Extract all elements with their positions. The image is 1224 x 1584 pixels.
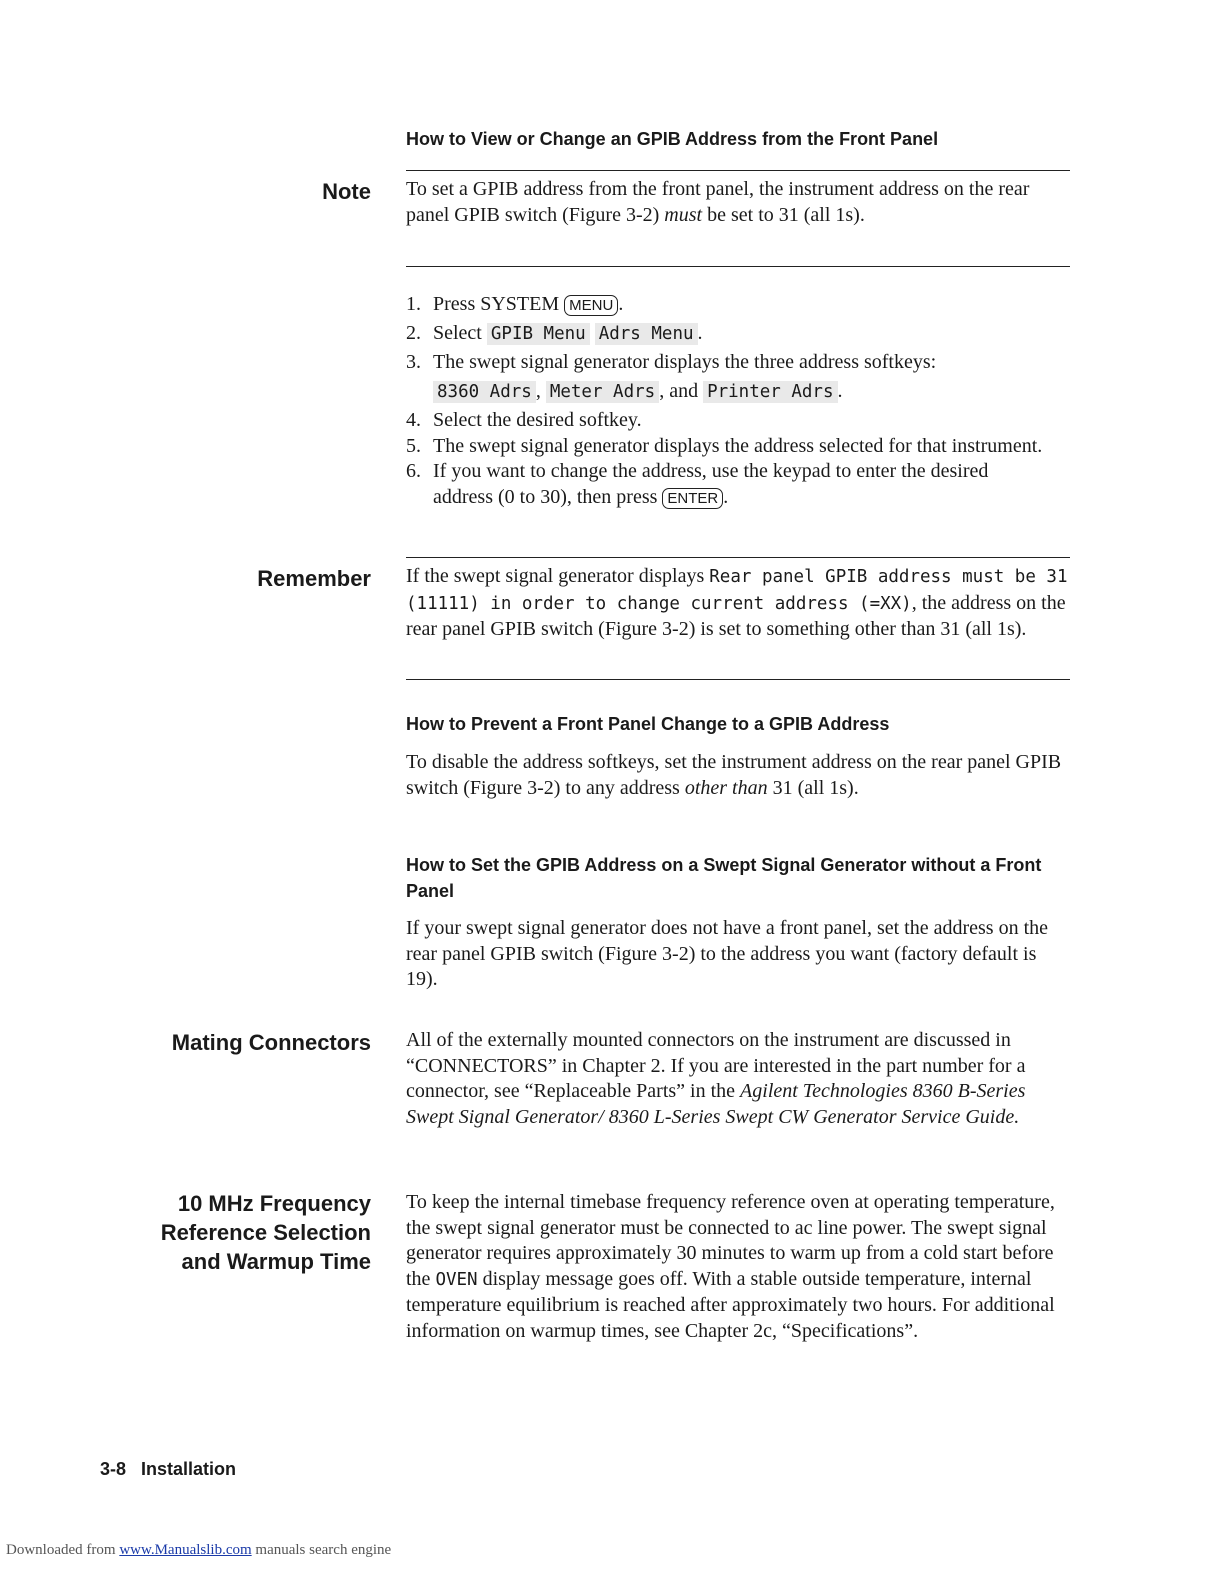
section-heading-view-change: How to View or Change an GPIB Address from the Front Panel [406,129,939,149]
chapter-name: Installation [141,1459,237,1479]
step-3: 3. The swept signal generator displays the three address softkeys: 8360 Adrs , Meter Adrs , and Printer Adrs . [406,351,937,402]
download-banner: Downloaded from www.Manualslib.com manuals search engine [6,1542,392,1558]
page-footer [100,1459,236,1480]
enter-hardkey: ENTER [662,488,723,509]
reference-text: To keep the internal timebase frequency reference oven at operating temperature, the swept signal generator must be connected to ac line power. The swept signal generator requires approximately 30 minutes to warm up from a cold start before the OVEN display message goes off. With a stable outside temperature, internal temperature equilibrium is reached after approximately two hours. For additional information on warmup times, see Chapter 2c, “Specifications”. [406,1191,1055,1342]
manualslib-link[interactable]: www.Manualslib.com [119,1542,252,1558]
steps-list [406,292,1070,510]
display-message: Rear panel GPIB address must be 31 (11111) in order to change current address (=XX) [406,567,1068,614]
printer-adrs-softkey: Printer Adrs [703,381,837,403]
remember-top-rule [406,557,1070,558]
note-label: Note [322,179,371,204]
note-text: To set a GPIB address from the front panel, the instrument address on the rear panel GPIB switch (Figure 3-2) must be set to 31 (all 1s). [406,178,1030,226]
step-1: 1. Press SYSTEM MENU . [406,293,624,315]
note-top-rule [406,170,1070,171]
prevent-change-text: To disable the address softkeys, set the instrument address on the rear panel GPIB switch (Figure 3-2) to any address other than 31 (all 1s). [406,751,1062,799]
page-number: 3-8 [100,1459,127,1479]
step-6: 6. If you want to change the address, use the keypad to enter the desired address (0 to 30), then press ENTER . [406,460,989,508]
oven-message: OVEN [435,1269,478,1290]
remember-text: If the swept signal generator displays Rear panel GPIB address must be 31 (11111) in order to change current address (=XX), the address on the rear panel GPIB switch (Figure 3-2) is set to something other than 31 (all 1s). [406,565,1068,640]
mating-connectors-text: All of the externally mounted connectors on the instrument are discussed in “CONNECTORS” in Chapter 2. If you are interested in the part number for a connector, see “Replaceable Parts” in the Agilent Technologies 8360 B-Series Swept Signal Generator/ 8360 L-Series Swept CW Generator Service Guide. [406,1029,1026,1128]
step-2: 2. Select GPIB Menu Adrs Menu . [406,321,703,344]
no-front-panel-text: If your swept signal generator does not have a front panel, set the address on the rear panel GPIB switch (Figure 3-2) to the address you want (factory default is 19). [406,917,1049,990]
mating-connectors-heading: Mating Connectors [171,1030,371,1055]
reference-heading: 10 MHz Frequency Reference Selection and Warmup Time [160,1191,371,1274]
8360-adrs-softkey: 8360 Adrs [433,381,536,403]
step-4: 4. Select the desired softkey. [406,409,642,431]
remember-label: Remember [257,566,371,591]
adrs-menu-softkey: Adrs Menu [595,323,698,345]
step-5: 5. The swept signal generator displays the address selected for that instrument. [406,434,1043,457]
gpib-menu-softkey: GPIB Menu [487,323,590,345]
remember-bottom-rule [406,679,1070,680]
note-bottom-rule [406,266,1070,267]
section-heading-prevent-change: How to Prevent a Front Panel Change to a GPIB Address [406,714,890,734]
section-heading-no-front-panel: How to Set the GPIB Address on a Swept Signal Generator without a Front Panel [406,855,1042,901]
menu-hardkey: MENU [564,295,618,316]
meter-adrs-softkey: Meter Adrs [546,381,659,403]
